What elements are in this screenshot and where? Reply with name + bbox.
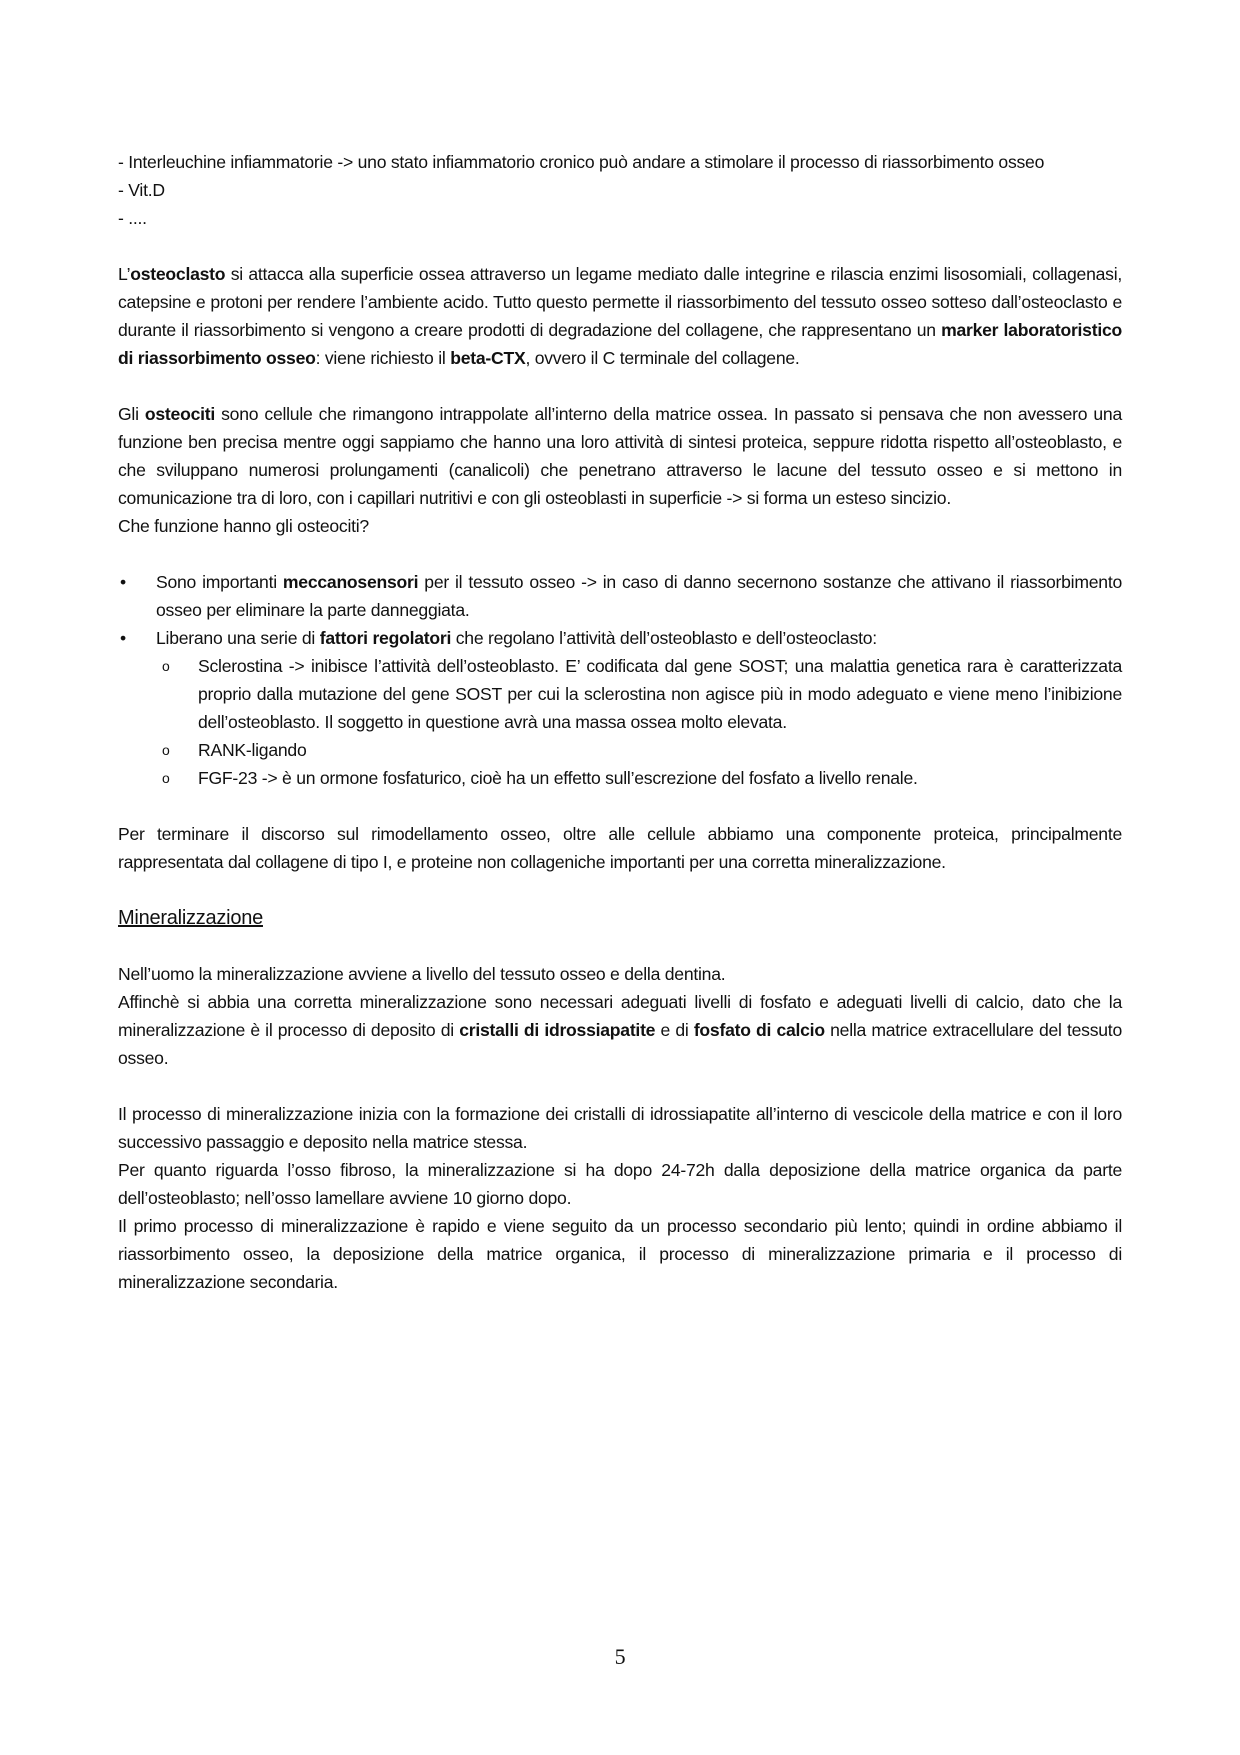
- bullet-icon: •: [120, 628, 126, 648]
- text-run: Affinchè si abbia una corretta mineralizzazione sono necessari adeguati livelli di fosfato e adeguati livelli di calcio, dato che la mineralizzazione è il processo di deposito di: [118, 992, 1122, 1040]
- functions-list: [118, 568, 1122, 652]
- list-item-vitd: - Vit.D: [118, 180, 165, 200]
- bold-term: marker laboratoristico di riassorbimento osseo: [118, 320, 1122, 368]
- bold-term: osteoclasto: [130, 264, 226, 284]
- spacer: [118, 372, 1122, 400]
- text-run: per il tessuto osseo -> in caso di danno secernono sostanze che attivano il riassorbimento osseo per eliminare la parte danneggiata.: [156, 572, 1122, 620]
- bold-term: fosfato di calcio: [693, 1020, 825, 1040]
- spacer: [118, 1072, 1122, 1100]
- text-run: che regolano l’attività dell’osteoblasto e dell’osteoclasto:: [451, 628, 877, 648]
- section-heading-mineralizzazione: Mineralizzazione: [118, 907, 263, 929]
- text-run: : viene richiesto il: [315, 348, 451, 368]
- bold-term: fattori regolatori: [319, 628, 452, 648]
- rimodellamento-paragraph: Per terminare il discorso sul rimodellamento osseo, oltre alle cellule abbiamo una componente proteica, principalmente rappresentata dal collagene di tipo I, e proteine non collageniche importanti per una corretta mineralizzazione.: [118, 824, 1122, 872]
- spacer: [118, 232, 1122, 260]
- regulatory-factors-list: [118, 652, 1122, 792]
- bold-term: cristalli di idrossiapatite: [459, 1020, 656, 1040]
- sub-item-fgf23: [118, 764, 1122, 792]
- list-item-meccanosensori: [118, 568, 1122, 624]
- spacer: [118, 876, 1122, 904]
- list-item-interleuchine: - Interleuchine infiammatorie -> uno stato infiammatorio cronico può andare a stimolare il processo di riassorbimento osseo: [118, 152, 1045, 172]
- text-run: RANK-ligando: [198, 740, 307, 760]
- page-content: [118, 148, 1122, 1296]
- mineralizzazione-process: Il processo di mineralizzazione inizia con la formazione dei cristalli di idrossiapatite all’interno di vescicole della matrice e con il loro successivo passaggio e deposito nella matrice stessa.: [118, 1104, 1122, 1152]
- sub-item-rank-ligando: [118, 736, 1122, 764]
- mineralizzazione-intro: Nell’uomo la mineralizzazione avviene a livello del tessuto osseo e della dentina.: [118, 964, 726, 984]
- text-run: L’: [118, 264, 131, 284]
- circle-bullet-icon: o: [162, 658, 170, 674]
- sub-item-sclerostina: [118, 652, 1122, 736]
- list-item-ellipsis: - ....: [118, 208, 147, 228]
- bold-term: osteociti: [144, 404, 215, 424]
- osteoclasto-paragraph: [118, 260, 1122, 372]
- text-run: nella matrice extracellulare del tessuto osseo.: [118, 1020, 1122, 1068]
- text-run: Liberano una serie di: [156, 628, 320, 648]
- page-number: 5: [614, 1644, 626, 1669]
- mineralizzazione-requirements: [118, 988, 1122, 1072]
- spacer: [118, 932, 1122, 960]
- text-run: FGF-23 -> è un ormone fosfaturico, cioè ha un effetto sull’escrezione del fosfato a livello renale.: [198, 768, 918, 788]
- spacer: [118, 540, 1122, 568]
- text-run: sono cellule che rimangono intrappolate all’interno della matrice ossea. In passato si pensava che non avessero una funzione ben precisa mentre oggi sappiamo che hanno una loro attività di sintesi proteica, seppure ridotta rispetto all’osteoblasto, e che sviluppano numerosi prolungamenti (canalicoli) che penetrano attraverso le lacune del tessuto osseo e si mettono in comunicazione tra di loro, con i capillari nutritivi e con gli osteoblasti in superficie -> si forma un esteso sincizio.: [118, 404, 1123, 508]
- mineralizzazione-phases: Il primo processo di mineralizzazione è rapido e viene seguito da un processo secondario più lento; quindi in ordine abbiamo il riassorbimento osseo, la deposizione della matrice organica, il processo di mineralizzazione primaria e il processo di mineralizzazione secondaria.: [118, 1216, 1122, 1292]
- text-run: e di: [655, 1020, 694, 1040]
- list-item-fattori-regolatori: [118, 624, 1122, 652]
- text-run: Sono importanti: [156, 572, 283, 592]
- circle-bullet-icon: o: [162, 770, 170, 786]
- bold-term: beta-CTX: [450, 348, 526, 368]
- bold-term: meccanosensori: [282, 572, 419, 592]
- text-run: Gli: [118, 404, 145, 424]
- spacer: [118, 792, 1122, 820]
- osteociti-paragraph: [118, 400, 1122, 512]
- circle-bullet-icon: o: [162, 742, 170, 758]
- text-run: , ovvero il C terminale del collagene.: [525, 348, 800, 368]
- text-run: Sclerostina -> inibisce l’attività dell’osteoblasto. E’ codificata dal gene SOST; una malattia genetica rara è caratterizzata proprio dalla mutazione del gene SOST per cui la sclerostina non agisce più in modo adeguato e viene meno l’inibizione dell’osteoblasto. Il soggetto in questione avrà una massa ossea molto elevata.: [198, 656, 1122, 732]
- mineralizzazione-timing: Per quanto riguarda l’osso fibroso, la mineralizzazione si ha dopo 24-72h dalla deposizione della matrice organica da parte dell’osteoblasto; nell’osso lamellare avviene 10 giorno dopo.: [118, 1160, 1122, 1208]
- osteociti-question: Che funzione hanno gli osteociti?: [118, 516, 369, 536]
- text-run: si attacca alla superficie ossea attraverso un legame mediato dalle integrine e rilascia enzimi lisosomiali, collagenasi, catepsine e protoni per rendere l’ambiente acido. Tutto questo permette il riassorbimento del tessuto osseo sotteso dall’osteoclasto e durante il riassorbimento si vengono a creare prodotti di degradazione del collagene, che rappresentano un: [118, 264, 1122, 340]
- bullet-icon: •: [120, 572, 126, 592]
